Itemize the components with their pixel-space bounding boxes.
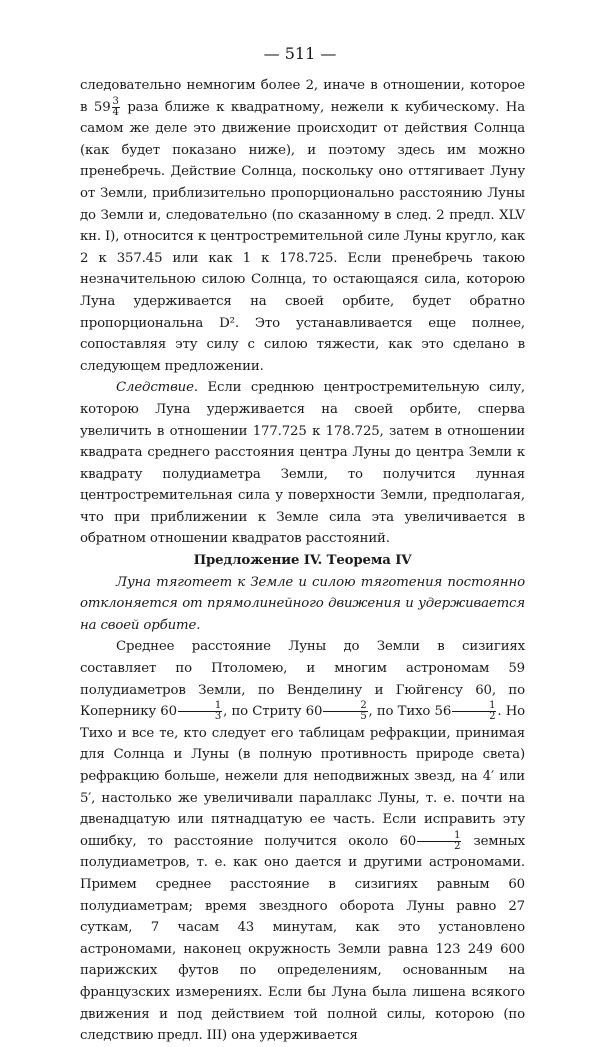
corollary-label: Следствие. <box>116 380 198 396</box>
fraction-denominator: 2 <box>489 711 496 723</box>
fraction-one-half <box>452 701 496 722</box>
p1-text-b: раза ближе к квадратному, нежели к кубическому. На самом же деле это движение происходит от действия Солнца (как будет показано ниже), и поэтому здесь им можно пренебречь. Действие Солнца, поскольку оно оттягивает Луну от Земли, приблизительно пропорционально расстоянию Луны до Земли и, следовательно (по сказанному в след. 2 предл. XLV кн. I), относится к центростремительной силе Луны кругло, как 2 к 357.45 или как 1 к 178.725. Если пренебречь такою незначительною силою Солнца, то остающаяся сила, которою Луна удерживается на своей орбите, будет обратно пропорциональна D². Это устанавливается еще полнее, сопоставляя эту силу с силою тяжести, как это сделано в следующем предложении. <box>80 99 525 374</box>
fraction-denominator: 3 <box>214 711 222 723</box>
fraction-three-quarters <box>112 97 120 118</box>
page-number: — 511 — <box>263 44 337 63</box>
corollary-text: Если среднюю центростремительную силу, которою Луна удерживается на своей орбите, сперва увеличить в отношении 177.725 к 178.725, затем в отношении квадрата среднего расстояния центра Луны до центра Земли к квадрату полудиаметра Земли, то получится лунная центростремительная сила у поверхности Земли, предполагая, что при приближении к Земле сила эта увеличивается в обратном отношении квадратов расстояний. <box>80 380 525 547</box>
paragraph-3 <box>80 636 525 1046</box>
p3-text-e: земных полудиаметров, т. е. как оно дается и другими астрономами. Примем среднее расстояние в сизигиях равным 60 полудиаметрам; время звездного оборота Луны равно 27 суткам, 7 часам 43 минутам, как это установлено астрономами, наконец окружность Земли равна 123 249 600 парижских футов по определениям, основанным на французских измерениях. Если бы Луна была лишена всякого движения и под действием той полной силы, которою (по следствию предл. III) она удерживается <box>80 833 525 1044</box>
theorem-statement: Луна тяготеет к Земле и силою тяготения постоянно отклоняется от прямолинейного движения и удерживается на своей орбите. <box>80 574 525 633</box>
fraction-denominator: 5 <box>360 711 367 723</box>
p3-text-b: , по Стриту 60 <box>223 704 323 720</box>
fraction-numerator: 2 <box>323 701 367 712</box>
paragraph-corollary <box>80 377 525 550</box>
p1-text-a: следовательно немногим более 2, иначе в отношении, которое в 59 <box>80 78 525 115</box>
fraction-denominator: 2 <box>454 840 461 852</box>
fraction-one-half <box>417 831 461 852</box>
paragraph-1 <box>80 75 525 377</box>
fraction-numerator: 3 <box>112 95 119 107</box>
fraction-two-fifths <box>323 701 367 722</box>
p3-text-c: , по Тихо 56 <box>368 704 452 720</box>
p3-text-a: Среднее расстояние Луны до Земли в сизигиях составляет по Птоломею, и многим астрономам 59 полудиаметров Земли, по Венделину и Гюйгенсу 60, по Копернику 60 <box>80 639 525 720</box>
text-body <box>80 75 525 1047</box>
fraction-denominator: 4 <box>112 106 119 118</box>
p3-text-d: . Но Тихо и все те, кто следует его таблицам рефракции, принимая для Солнца и Луны (в полную противность природе света) рефракцию большe, нежели для неподвижных звезд, на 4′ или 5′, настолько же увеличивали параллакс Луны, т. е. почти на двенадцатую или пятнадцатую ее часть. Если исправить эту ошибку, то расстояние получится около 60 <box>80 704 525 849</box>
fraction-numerator: 1 <box>178 701 222 712</box>
fraction-numerator: 1 <box>452 701 496 712</box>
proposition-heading: Предложение IV. Теорема IV <box>193 553 412 569</box>
fraction-one-third <box>178 701 222 722</box>
fraction-numerator: 1 <box>417 831 461 842</box>
